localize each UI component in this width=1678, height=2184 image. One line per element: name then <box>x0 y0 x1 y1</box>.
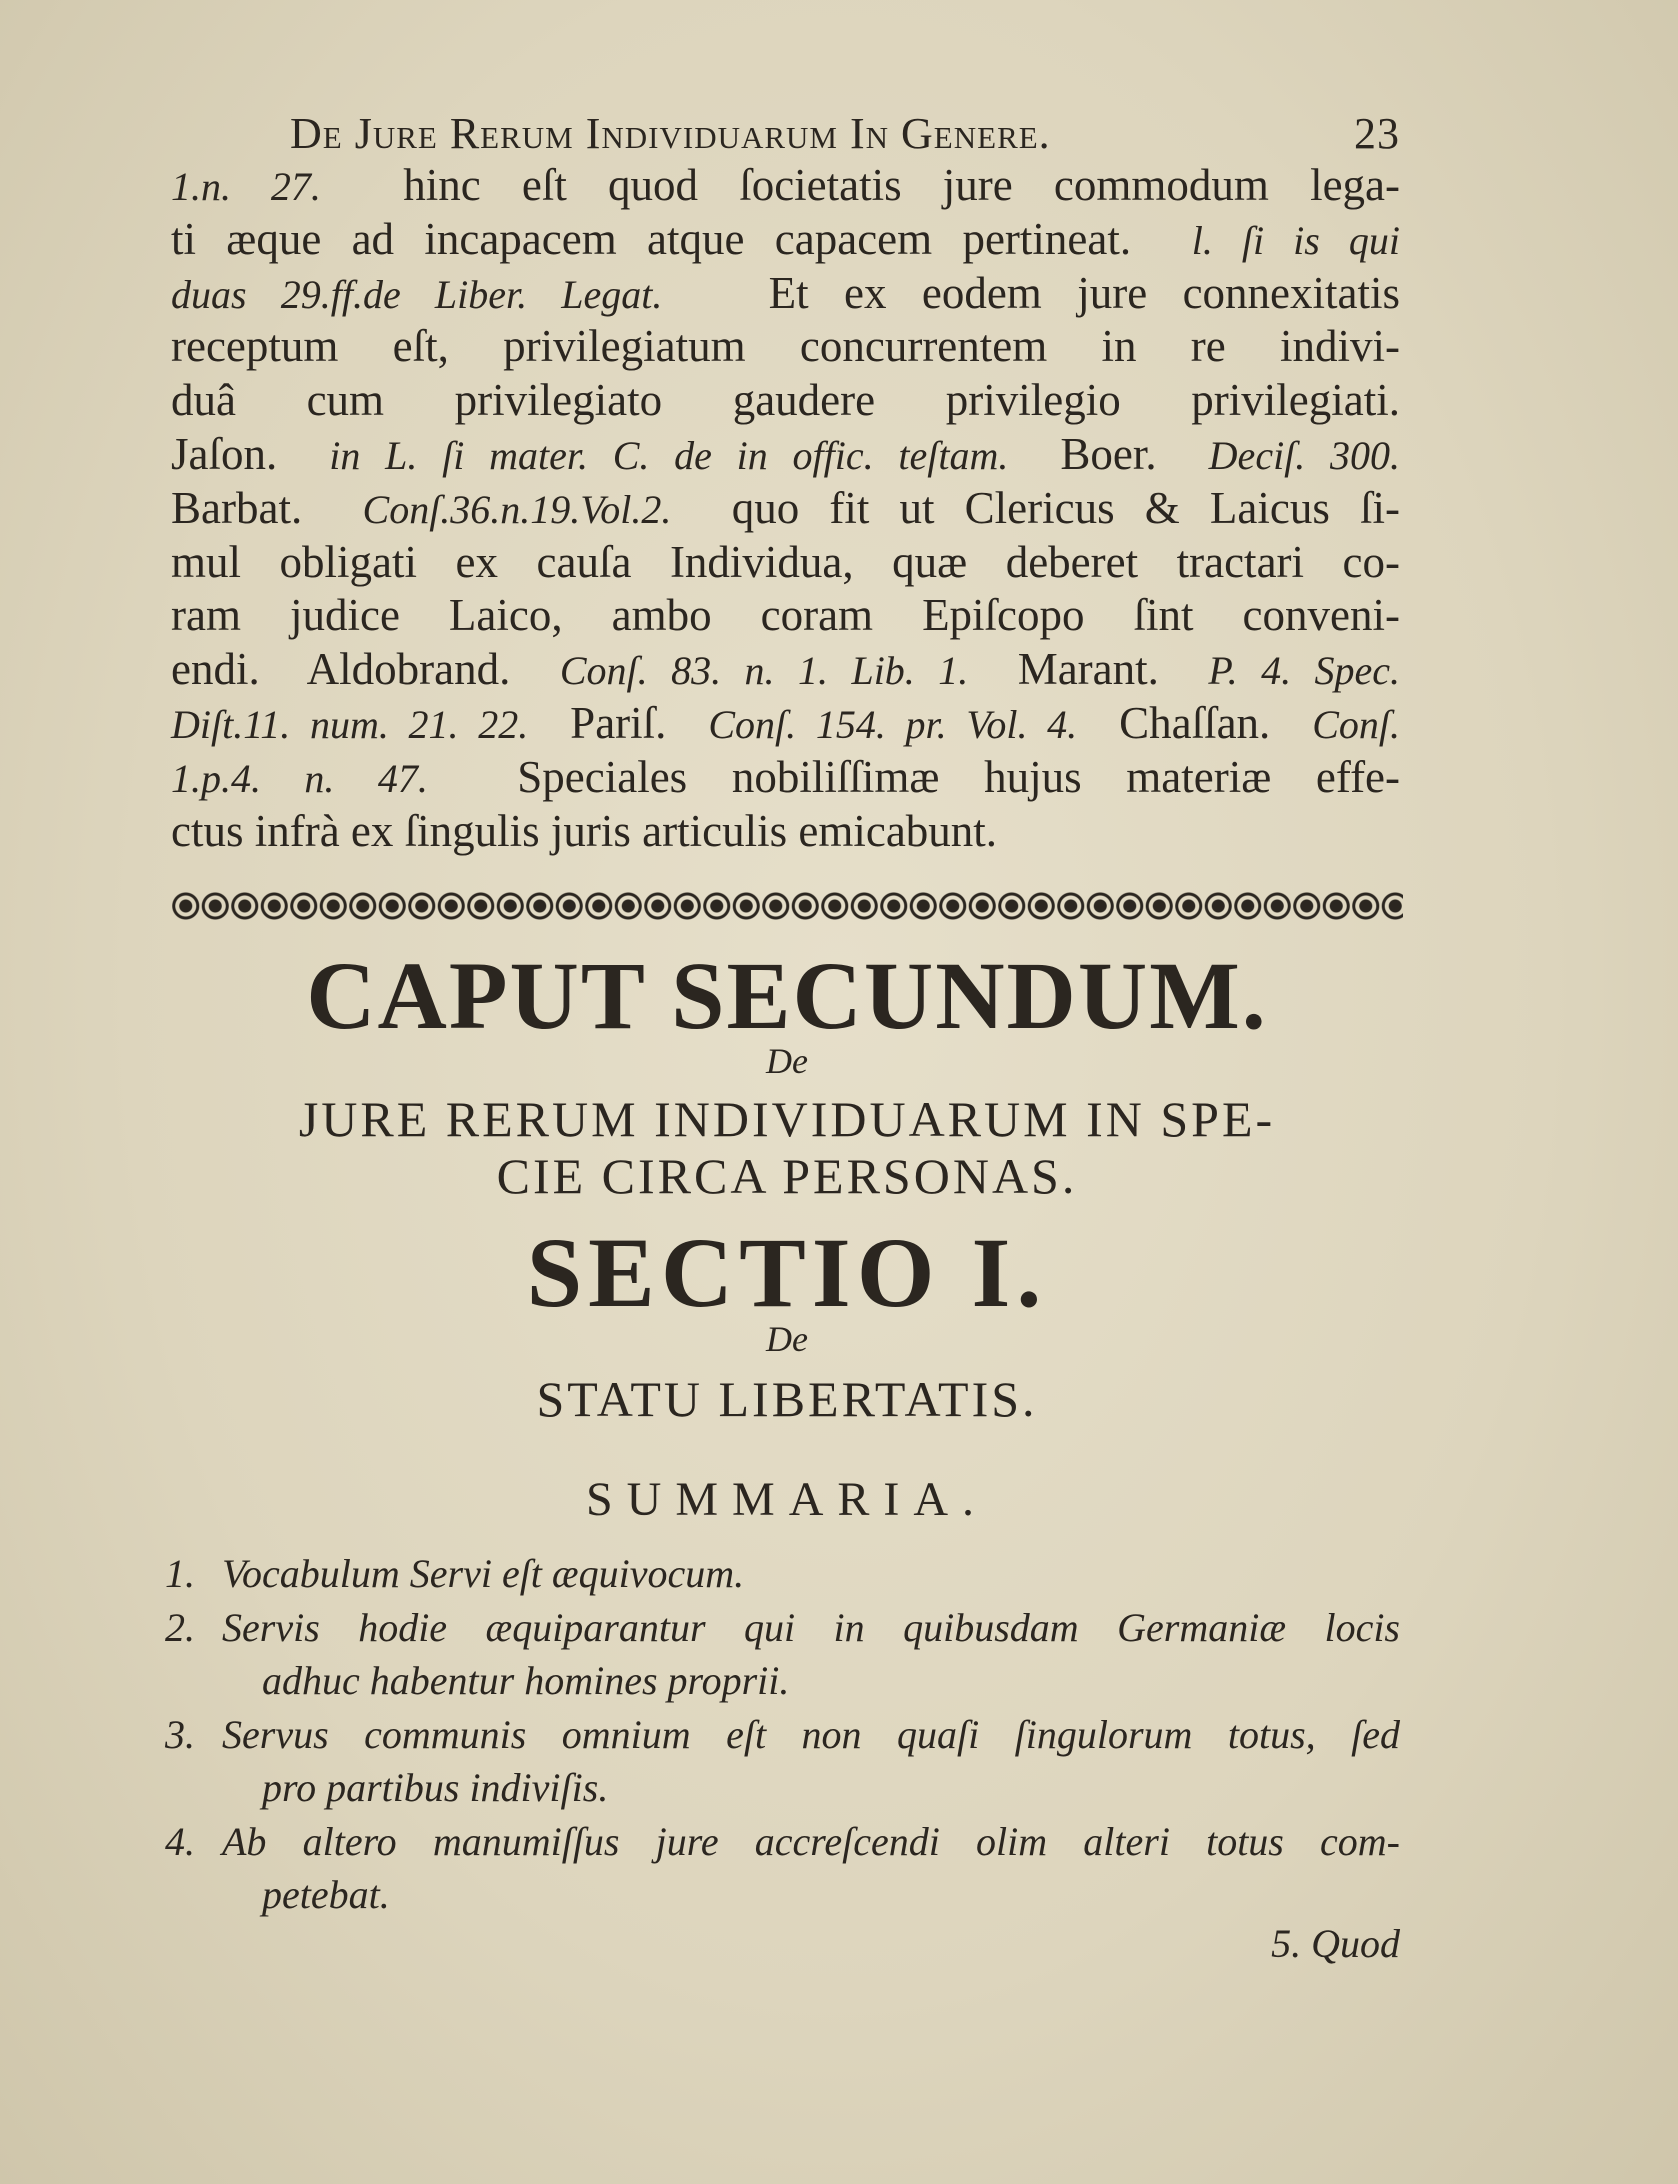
summaria-heading: SUMMARIA. <box>585 1473 989 1526</box>
summaria-item-line: Vocabulum Servi eſt æquivocum. <box>222 1551 745 1596</box>
citation: 1.p.4. n. 47. <box>171 755 428 801</box>
body-line <box>171 481 1400 537</box>
summaria-item-line: pro partibus indiviſis. <box>262 1765 609 1810</box>
running-title: De Jure Rerum Individuarum In Genere. <box>290 109 1051 158</box>
body-line <box>171 642 1400 698</box>
body-line <box>171 696 1400 752</box>
body-line <box>171 266 1400 322</box>
citation: l. ſi is qui <box>1191 217 1400 263</box>
summaria-item-line: Servus communis omnium eſt non quaſi ſingulorum totus, ſed <box>222 1711 1400 1757</box>
citation: in L. ſi mater. C. de in offic. teſtam. <box>329 433 1009 478</box>
body-line <box>171 804 1400 858</box>
text-segment: ctus infrà ex ſingulis juris articulis emicabunt. <box>171 805 998 856</box>
text-segment: duâ cum privilegiato gaudere privilegio privilegiati. <box>171 375 1400 426</box>
chapter-subtitle-2: CIE CIRCA PERSONAS. <box>496 1148 1078 1204</box>
body-line <box>171 319 1400 373</box>
body-line <box>171 750 1400 806</box>
citation: Conſ. <box>1312 702 1401 747</box>
summaria-item-line: Servis hodie æquiparantur qui in quibusdam Germaniæ locis <box>222 1604 1400 1650</box>
summaria-item-line: petebat. <box>262 1872 390 1917</box>
text-segment: Chaſſan. <box>1098 698 1292 748</box>
section-title: SECTIO I. <box>526 1217 1048 1328</box>
ornament-divider-icon <box>171 884 1403 928</box>
text-segment: Speciales nobiliſſimæ hujus materiæ effe- <box>472 751 1401 802</box>
body-line <box>171 373 1400 427</box>
text-segment: mul obligati ex cauſa Individua, quæ deberet tractari co- <box>171 536 1400 587</box>
chapter-title: CAPUT SECUNDUM. <box>306 942 1268 1049</box>
body-line <box>171 212 1400 268</box>
citation: P. 4. Spec. <box>1208 648 1401 694</box>
summaria-item-line: adhuc habentur homines proprii. <box>262 1658 790 1703</box>
summaria-item-line: Ab altero manumiſſus jure accreſcendi olim alteri totus com- <box>222 1818 1400 1864</box>
citation: 1.n. 27. <box>171 164 321 209</box>
text-segment: ti æque ad incapacem atque capacem pertineat. <box>171 213 1162 264</box>
catchword: 5. Quod <box>1271 1921 1400 1966</box>
page-number: 23 <box>1354 109 1400 158</box>
text-segment: Et ex eodem jure connexitatis <box>697 267 1401 318</box>
body-line <box>171 535 1400 589</box>
de-label: De <box>766 1041 808 1081</box>
text-segment: Boer. <box>1034 429 1183 479</box>
text-segment: Marant. <box>992 644 1184 695</box>
summaria-number: 4. <box>165 1818 195 1864</box>
section-subtitle: STATU LIBERTATIS. <box>536 1371 1038 1427</box>
text-segment: receptum eſt, privilegiatum concurrentem in re indivi- <box>171 321 1400 372</box>
summaria-number: 3. <box>165 1711 195 1757</box>
summaria-number: 2. <box>165 1604 195 1650</box>
body-line <box>171 427 1400 483</box>
text-segment: quo fit ut Clericus & Laicus ſi- <box>701 482 1401 533</box>
body-line <box>171 158 1400 214</box>
chapter-subtitle-1: JURE RERUM INDIVIDUARUM IN SPE- <box>298 1091 1276 1147</box>
text-segment: ram judice Laico, ambo coram Epiſcopo ſint conveni- <box>171 590 1400 641</box>
citation: duas 29.ff.de Liber. Legat. <box>171 271 663 317</box>
citation: Conſ.36.n.19.Vol.2. <box>362 486 672 532</box>
text-segment: Pariſ. <box>549 698 688 748</box>
citation: Conſ. 83. n. 1. Lib. 1. <box>559 648 969 694</box>
text-segment: Jaſon. <box>171 429 304 479</box>
summaria-number: 1. <box>165 1551 195 1596</box>
citation: Conſ. 154. pr. Vol. 4. <box>708 702 1078 747</box>
de-label-2: De <box>766 1319 808 1359</box>
running-header <box>290 108 1400 159</box>
text-segment: endi. Aldobrand. <box>171 644 536 695</box>
text-segment: Barbat. <box>171 482 333 533</box>
citation: Diſt.11. num. 21. 22. <box>171 702 529 747</box>
body-line <box>171 588 1400 642</box>
text-segment: hinc eſt quod ſocietatis jure commodum lega- <box>362 160 1401 210</box>
citation: Deciſ. 300. <box>1208 433 1401 478</box>
